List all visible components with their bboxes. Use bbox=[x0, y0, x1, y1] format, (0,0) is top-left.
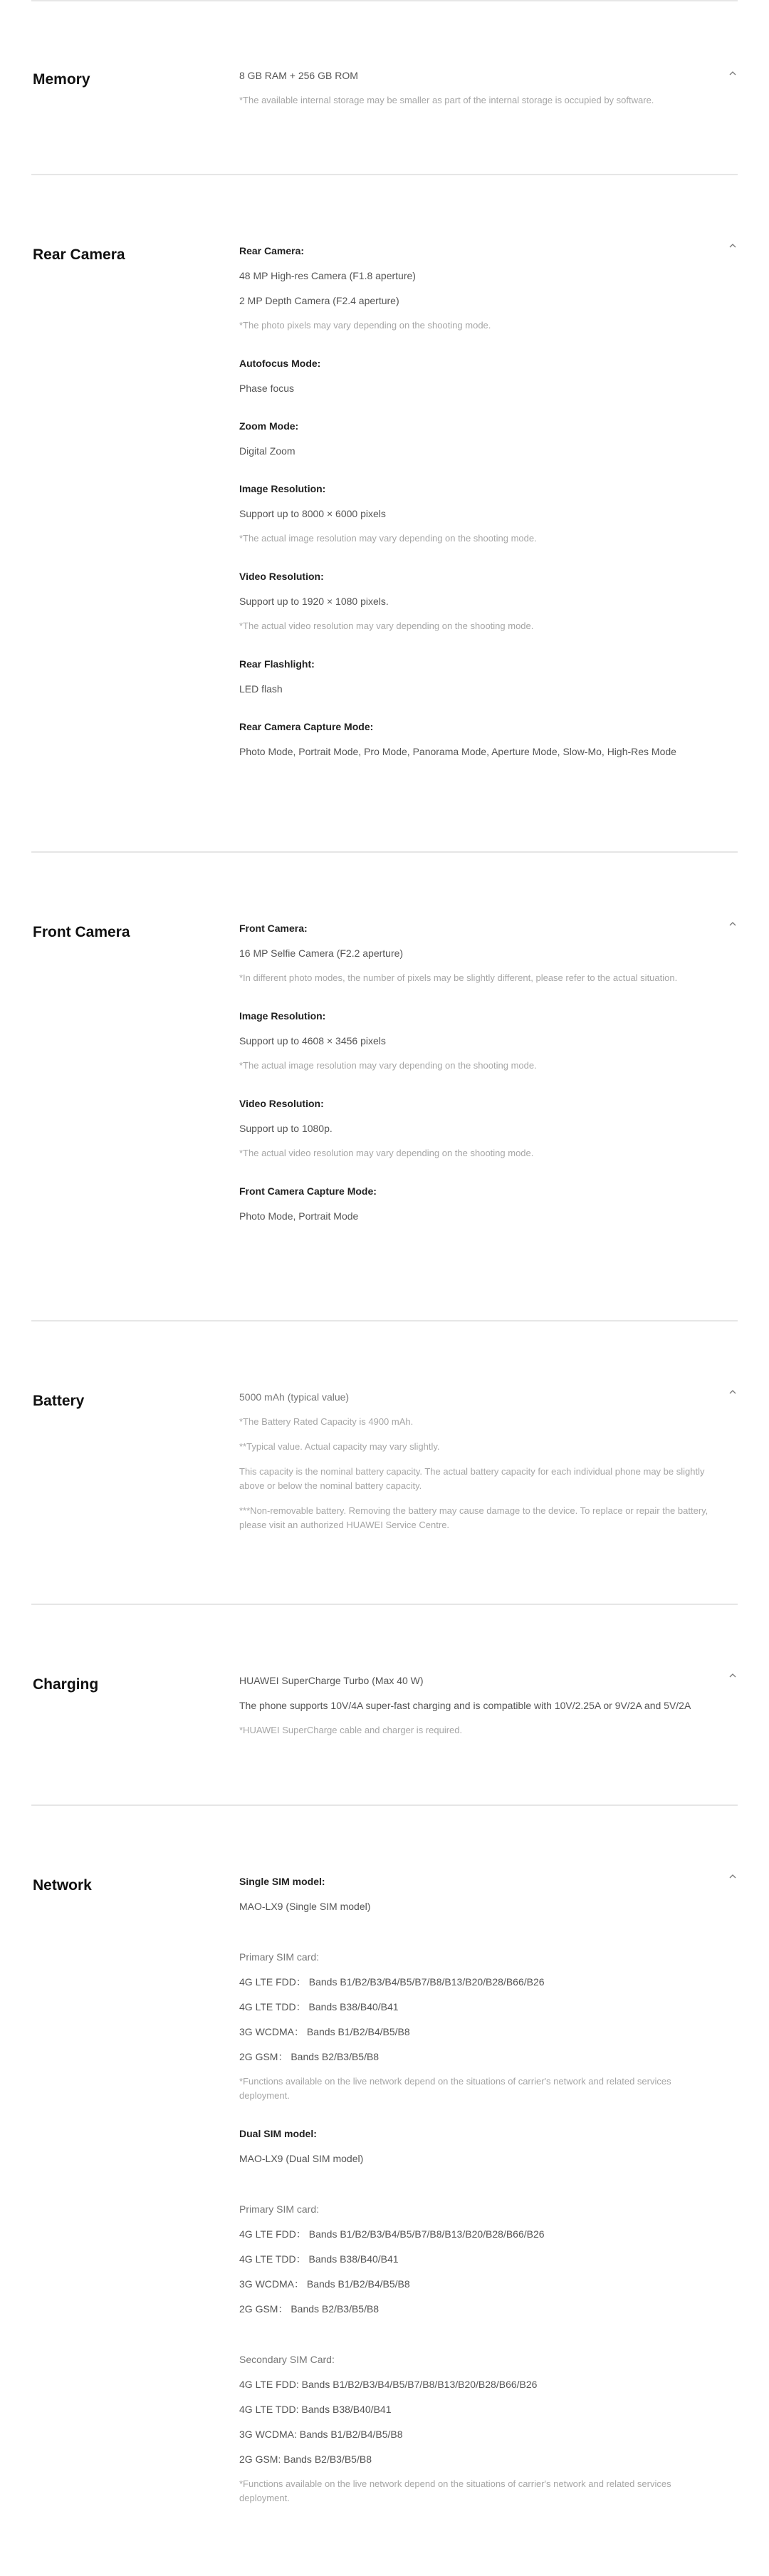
rear-image-res-value: Support up to 8000 × 6000 pixels bbox=[239, 508, 386, 519]
memory-value: 8 GB RAM + 256 GB ROM bbox=[239, 70, 358, 81]
chevron-up-icon[interactable] bbox=[728, 919, 738, 929]
dual-lte-fdd: 4G LTE FDD： Bands B1/B2/B3/B4/B5/B7/B8/B13/B20/B28/B66/B26 bbox=[239, 2228, 545, 2240]
dual-lte-tdd: 4G LTE TDD： Bands B38/B40/B41 bbox=[239, 2253, 399, 2265]
zoom-head: Zoom Mode: bbox=[239, 420, 299, 432]
chevron-up-icon[interactable] bbox=[728, 1871, 738, 1881]
battery-note-nonremovable: ***Non-removable battery. Removing the battery may cause damage to the device. To replace or repair the battery, please visit an authorized HUAWEI Service Centre. bbox=[239, 1505, 708, 1530]
dual-sim-note: *Functions available on the live network depend on the situations of carrier's network and related services deployment. bbox=[239, 2478, 671, 2503]
section-rear-camera bbox=[31, 175, 738, 853]
rear-flash-value: LED flash bbox=[239, 683, 283, 695]
charging-value: HUAWEI SuperCharge Turbo (Max 40 W) bbox=[239, 1675, 424, 1686]
section-battery bbox=[31, 1321, 738, 1605]
battery-note-rated: *The Battery Rated Capacity is 4900 mAh. bbox=[239, 1416, 414, 1427]
section-title-front-camera: Front Camera bbox=[33, 924, 130, 940]
rear-camera-head: Rear Camera: bbox=[239, 245, 305, 256]
front-camera-value: 16 MP Selfie Camera (F2.2 aperture) bbox=[239, 947, 404, 959]
charging-note: *HUAWEI SuperCharge cable and charger is required. bbox=[239, 1725, 463, 1735]
battery-value: 5000 mAh (typical value) bbox=[239, 1391, 350, 1403]
rear-camera-1: 48 MP High-res Camera (F1.8 aperture) bbox=[239, 270, 416, 281]
dual-sim-model: MAO-LX9 (Dual SIM model) bbox=[239, 2153, 364, 2164]
section-memory bbox=[31, 0, 738, 175]
front-capture-head: Front Camera Capture Mode: bbox=[239, 1185, 377, 1197]
rear-image-res-head: Image Resolution: bbox=[239, 483, 326, 494]
rear-camera-note: *The photo pixels may vary depending on the shooting mode. bbox=[239, 320, 491, 331]
front-image-res-value: Support up to 4608 × 3456 pixels bbox=[239, 1035, 386, 1046]
section-title-memory: Memory bbox=[33, 71, 90, 88]
single-lte-tdd: 4G LTE TDD： Bands B38/B40/B41 bbox=[239, 2001, 399, 2012]
section-front-camera bbox=[31, 853, 738, 1321]
secondary-sim-label: Secondary SIM Card: bbox=[239, 2354, 335, 2365]
zoom-value: Digital Zoom bbox=[239, 445, 295, 457]
single-wcdma: 3G WCDMA： Bands B1/B2/B4/B5/B8 bbox=[239, 2026, 410, 2037]
rear-image-res-note: *The actual image resolution may vary depending on the shooting mode. bbox=[239, 533, 537, 544]
single-gsm: 2G GSM： Bands B2/B3/B5/B8 bbox=[239, 2051, 380, 2062]
front-camera-head: Front Camera: bbox=[239, 923, 308, 934]
charging-compat: The phone supports 10V/4A super-fast charging and is compatible with 10V/2.25A or 9V/2A and 5V/2A bbox=[239, 1700, 691, 1711]
chevron-up-icon[interactable] bbox=[728, 68, 738, 78]
front-camera-note: *In different photo modes, the number of pixels may be slightly different, please refer to the actual situation. bbox=[239, 972, 678, 983]
secondary-lte-fdd: 4G LTE FDD: Bands B1/B2/B3/B4/B5/B7/B8/B13/B20/B28/B66/B26 bbox=[239, 2379, 538, 2390]
front-image-res-head: Image Resolution: bbox=[239, 1010, 326, 1022]
rear-video-res-head: Video Resolution: bbox=[239, 571, 324, 582]
section-title-charging: Charging bbox=[33, 1676, 99, 1693]
chevron-up-icon[interactable] bbox=[728, 241, 738, 251]
rear-capture-value: Photo Mode, Portrait Mode, Pro Mode, Panorama Mode, Aperture Mode, Slow-Mo, High-Res Mode bbox=[239, 746, 676, 757]
single-lte-fdd: 4G LTE FDD： Bands B1/B2/B3/B4/B5/B7/B8/B13/B20/B28/B66/B26 bbox=[239, 1976, 545, 1988]
front-video-res-note: *The actual video resolution may vary depending on the shooting mode. bbox=[239, 1148, 534, 1158]
memory-note: *The available internal storage may be smaller as part of the internal storage is occupied by software. bbox=[239, 95, 654, 105]
chevron-up-icon[interactable] bbox=[728, 1671, 738, 1681]
rear-video-res-note: *The actual video resolution may vary depending on the shooting mode. bbox=[239, 620, 534, 631]
front-image-res-note: *The actual image resolution may vary depending on the shooting mode. bbox=[239, 1060, 537, 1071]
dual-gsm: 2G GSM： Bands B2/B3/B5/B8 bbox=[239, 2303, 380, 2315]
secondary-wcdma: 3G WCDMA: Bands B1/B2/B4/B5/B8 bbox=[239, 2429, 403, 2440]
rear-flash-head: Rear Flashlight: bbox=[239, 658, 315, 670]
section-title-rear-camera: Rear Camera bbox=[33, 246, 125, 263]
single-primary-label: Primary SIM card: bbox=[239, 1951, 320, 1963]
battery-note-nominal: This capacity is the nominal battery capacity. The actual battery capacity for each individual phone may be slightly above or below the nominal battery capacity. bbox=[239, 1466, 705, 1491]
single-sim-model: MAO-LX9 (Single SIM model) bbox=[239, 1901, 371, 1912]
section-title-battery: Battery bbox=[33, 1393, 85, 1409]
single-sim-note: *Functions available on the live network depend on the situations of carrier's network and related services deployment. bbox=[239, 2076, 671, 2101]
rear-capture-head: Rear Camera Capture Mode: bbox=[239, 721, 374, 732]
rear-video-res-value: Support up to 1920 × 1080 pixels. bbox=[239, 596, 389, 607]
battery-note-typical: **Typical value. Actual capacity may vary slightly. bbox=[239, 1441, 440, 1452]
dual-wcdma: 3G WCDMA： Bands B1/B2/B4/B5/B8 bbox=[239, 2278, 410, 2290]
dual-primary-label: Primary SIM card: bbox=[239, 2203, 320, 2215]
section-title-network: Network bbox=[33, 1877, 92, 1894]
autofocus-head: Autofocus Mode: bbox=[239, 358, 321, 369]
front-video-res-head: Video Resolution: bbox=[239, 1098, 324, 1109]
chevron-up-icon[interactable] bbox=[728, 1387, 738, 1397]
front-capture-value: Photo Mode, Portrait Mode bbox=[239, 1210, 359, 1222]
section-charging bbox=[31, 1605, 738, 1806]
secondary-gsm: 2G GSM: Bands B2/B3/B5/B8 bbox=[239, 2453, 372, 2465]
single-sim-head: Single SIM model: bbox=[239, 1876, 325, 1887]
dual-sim-head: Dual SIM model: bbox=[239, 2128, 317, 2139]
autofocus-value: Phase focus bbox=[239, 383, 295, 394]
section-network bbox=[31, 1806, 738, 2576]
front-video-res-value: Support up to 1080p. bbox=[239, 1123, 333, 1134]
rear-camera-2: 2 MP Depth Camera (F2.4 aperture) bbox=[239, 295, 399, 306]
secondary-lte-tdd: 4G LTE TDD: Bands B38/B40/B41 bbox=[239, 2404, 392, 2415]
